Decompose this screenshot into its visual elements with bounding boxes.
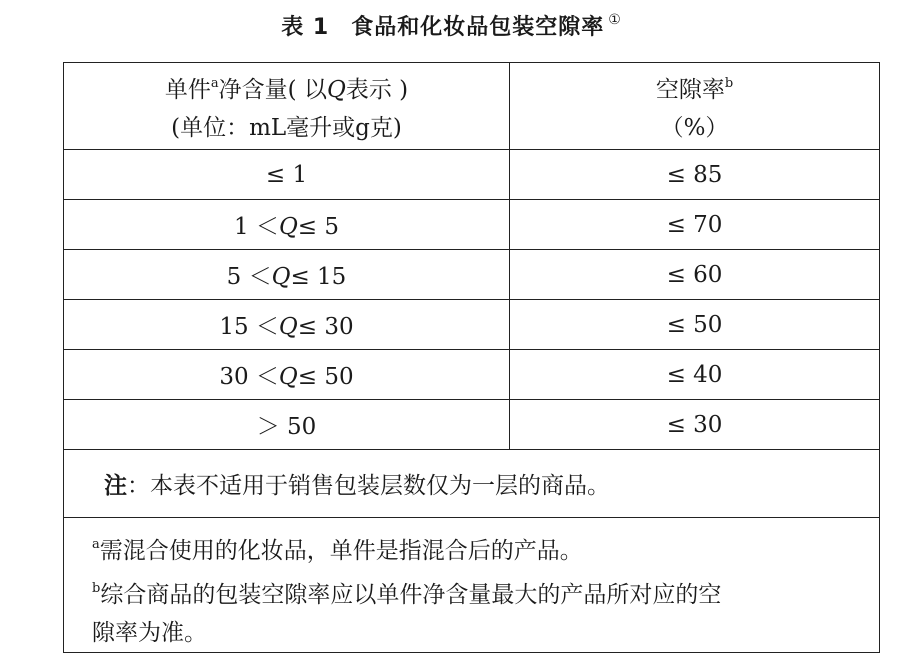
- cell-text: ≤ 30: [297, 314, 354, 340]
- net-content-cell: [64, 400, 510, 450]
- header-text-post: 表示 ): [345, 77, 409, 103]
- cell-text: ＞ 50: [256, 414, 317, 440]
- header-void-ratio-line1: [510, 65, 879, 109]
- table-number: 表 1: [281, 15, 330, 40]
- header-text-mid: 净含量( 以: [218, 77, 327, 103]
- table-row: [64, 200, 880, 250]
- table-row: [64, 400, 880, 450]
- cell-text: 1 ＜: [233, 214, 279, 240]
- net-content-cell: [64, 350, 510, 400]
- cell-text: 5 ＜: [226, 264, 272, 290]
- cell-text: ≤ 5: [297, 214, 340, 240]
- net-content-cell: [64, 250, 510, 300]
- table-note: [64, 450, 880, 518]
- note-text: ：本表不适用于销售包装层数仅为一层的商品。: [127, 473, 610, 499]
- void-ratio-table: [63, 62, 880, 653]
- void-ratio-cell: ≤ 85: [510, 150, 880, 200]
- footnote-a: [92, 526, 867, 570]
- header-void-ratio-label: 空隙率: [655, 77, 725, 103]
- table-row: [64, 350, 880, 400]
- void-ratio-cell: ≤ 70: [510, 200, 880, 250]
- footnote-a-text: 需混合使用的化妆品，单件是指混合后的产品。: [99, 538, 583, 564]
- title-note-mark: ①: [608, 12, 622, 28]
- table-footnotes-row: [64, 518, 880, 653]
- cell-text: 30 ＜: [219, 364, 279, 390]
- net-content-cell: [64, 300, 510, 350]
- footnote-b: [92, 570, 867, 614]
- table-header-row: [64, 63, 880, 150]
- void-ratio-cell: ≤ 60: [510, 250, 880, 300]
- void-ratio-cell: ≤ 50: [510, 300, 880, 350]
- note-label: 注: [104, 472, 127, 499]
- footnote-b-continued: 隙率为准。: [92, 620, 207, 646]
- table-note-row: [64, 450, 880, 518]
- cell-var-q: Q: [278, 314, 298, 340]
- table-row: [64, 300, 880, 350]
- cell-var-q: Q: [271, 264, 291, 290]
- table-row: [64, 250, 880, 300]
- table-title-text: 食品和化妆品包装空隙率: [351, 15, 605, 40]
- footnote-b-ref: b: [724, 76, 734, 91]
- footnote-b-text-line1: 综合商品的包装空隙率应以单件净含量最大的产品所对应的空: [100, 582, 722, 608]
- net-content-cell: [64, 150, 510, 200]
- table-row: [64, 150, 880, 200]
- header-var-q: Q: [326, 77, 346, 103]
- cell-text: 15 ＜: [219, 314, 279, 340]
- header-net-content-line1: [64, 65, 509, 109]
- void-ratio-cell: ≤ 40: [510, 350, 880, 400]
- cell-text: ≤ 50: [297, 364, 354, 390]
- cell-var-q: Q: [278, 364, 298, 390]
- header-percent-unit: （%）: [660, 115, 729, 141]
- void-ratio-cell: ≤ 30: [510, 400, 880, 450]
- header-unit: (单位：mL毫升或g克): [171, 115, 402, 141]
- table-title: [0, 10, 903, 41]
- table-footnotes: [64, 518, 880, 653]
- header-text-pre: 单件: [164, 77, 211, 103]
- header-net-content: [64, 63, 510, 150]
- cell-text: ≤ 1: [265, 161, 308, 188]
- header-void-ratio: [510, 63, 880, 150]
- cell-text: ≤ 15: [290, 264, 347, 290]
- footnote-b-mark: b: [92, 581, 101, 596]
- footnote-a-mark: a: [92, 537, 100, 552]
- cell-var-q: Q: [278, 214, 298, 240]
- footnote-a-ref: a: [210, 76, 219, 91]
- net-content-cell: [64, 200, 510, 250]
